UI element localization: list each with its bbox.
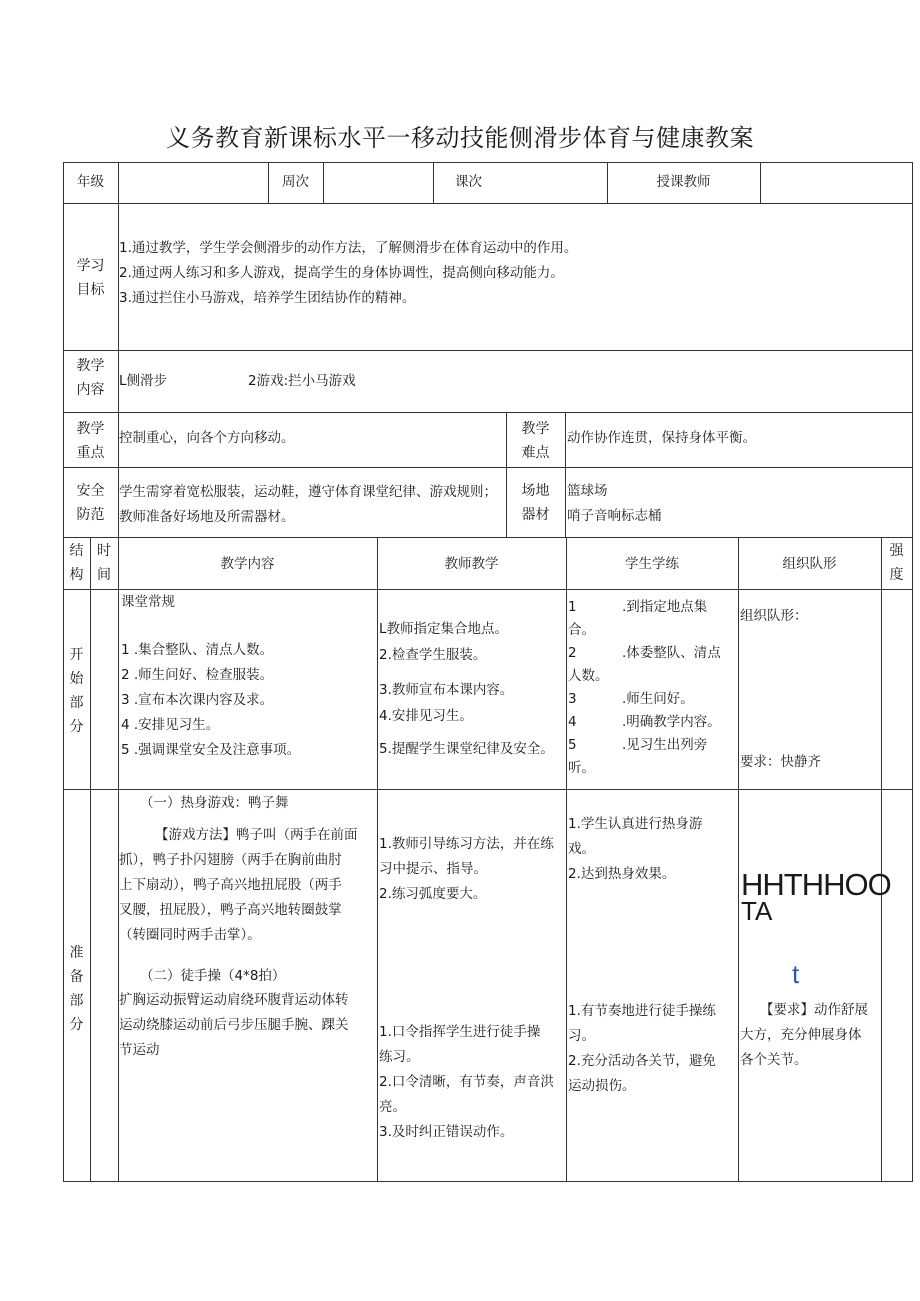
- difficulty-label-line: 教学: [521, 421, 550, 437]
- list-item: 1.有节奏地进行徒手操练: [568, 1003, 716, 1019]
- objective-item: 2.通过两人练习和多人游戏，提高学生的身体协调性，提高侧向移动能力。: [119, 265, 564, 281]
- warmup-description: [119, 823, 377, 948]
- venue-label: [506, 479, 565, 527]
- content-item-2: 2游戏:拦小马游戏: [248, 373, 356, 389]
- description-line: 【游戏方法】鸭子叫（两手在前面: [155, 827, 358, 843]
- lesson-value[interactable]: [516, 163, 607, 203]
- section-char: 备: [69, 969, 84, 985]
- section-char: 准: [69, 945, 84, 961]
- content-label-line: 教学: [76, 358, 105, 374]
- intensity-header-line: 度: [889, 567, 904, 583]
- section-char: 部: [69, 993, 84, 1009]
- list-item: 习中提示、指导。: [379, 861, 487, 877]
- grade-label: 年级: [77, 174, 104, 190]
- col-divider: [881, 537, 882, 1182]
- content-label: [63, 354, 118, 402]
- section-char: 分: [69, 1017, 84, 1033]
- teacher-position-marker: t: [792, 959, 800, 989]
- table-border-bottom: [63, 1181, 913, 1182]
- list-item: 2.充分活动各关节，避免: [568, 1053, 716, 1069]
- exercise-description: [119, 988, 377, 1063]
- content-header: 教学内容: [220, 556, 275, 572]
- list-item: 4.安排见习生。: [379, 708, 473, 724]
- prep-student-block-2: [568, 999, 736, 1099]
- prep-formation-requirement: [740, 998, 880, 1073]
- section-char: 开: [69, 647, 84, 663]
- row-divider: [63, 537, 913, 538]
- table-border-right: [912, 162, 913, 1182]
- list-item: 亮。: [379, 1099, 406, 1115]
- start-formation-requirement: 要求：快静齐: [740, 754, 821, 770]
- description-line: 抓），鸭子扑闪翅膀（两手在胸前曲肘: [119, 852, 342, 868]
- difficulty-text: 动作协作连贯，保持身体平衡。: [567, 430, 756, 446]
- list-item: 3.教师宣布本课内容。: [379, 682, 514, 698]
- row-divider: [63, 789, 913, 790]
- venue-label-line: 器材: [521, 507, 550, 523]
- list-item: 2.口令清晰，有节奏，声音洪: [379, 1074, 554, 1090]
- safety-label: [63, 479, 118, 527]
- student-header: 学生学练: [625, 556, 679, 572]
- list-item: 1.教师引导练习方法，并在练: [379, 836, 554, 852]
- key-label-line: 重点: [76, 445, 105, 461]
- content-item-1: L侧滑步: [119, 373, 168, 389]
- objectives-label-line: 目标: [76, 282, 105, 298]
- description-line: 扩胸运动振臂运动肩绕环腹背运动体转: [119, 992, 349, 1008]
- exercise-title: （二）徒手操（4*8拍）: [140, 968, 286, 984]
- key-label-line: 教学: [76, 421, 105, 437]
- objective-item: 1.通过教学，学生学会侧滑步的动作方法，了解侧滑步在体育运动中的作用。: [119, 240, 578, 256]
- safety-label-line: 安全: [76, 483, 105, 499]
- row-divider: [63, 350, 913, 351]
- start-student-list: [568, 596, 736, 780]
- difficulty-label-line: 难点: [521, 445, 550, 461]
- prep-section-label: [63, 941, 90, 1037]
- section-char: 部: [69, 695, 84, 711]
- page-title: 义务教育新课标水平一移动技能侧滑步体育与健康教案: [166, 124, 754, 152]
- list-item: 1.学生认真进行热身游: [568, 816, 703, 832]
- start-content-title: 课堂常规: [121, 594, 175, 610]
- requirement-line: 【要求】动作舒展: [760, 1002, 868, 1018]
- list-item: 3.及时纠正错误动作。: [379, 1124, 514, 1140]
- list-item: 5 .强调课堂安全及注意事项。: [121, 742, 301, 758]
- description-line: 上下扇动），鸭子高兴地扭屁股（两手: [119, 877, 342, 893]
- key-text: 控制重心，向各个方向移动。: [119, 430, 295, 446]
- objective-item: 3.通过拦住小马游戏，培养学生团结协作的精神。: [119, 290, 416, 306]
- list-item: 3 .宣布本次课内容及求。: [121, 692, 274, 708]
- list-item: 1 .集合整队、清点人数。: [121, 642, 274, 658]
- intensity-header: [881, 539, 912, 587]
- col-divider: [433, 162, 434, 204]
- objectives-label: [63, 254, 118, 302]
- formation-header: 组织队形: [782, 556, 837, 572]
- safety-text: 学生需穿着宽松服装，运动鞋，遵守体育课堂纪律、游戏规则；教师准备好场地及所需器材。: [119, 484, 497, 525]
- lesson-label: 课次: [455, 174, 482, 190]
- list-item: 1.口令指挥学生进行徒手操: [379, 1024, 541, 1040]
- formation-diagram-line-1: HHTHHOO: [741, 867, 891, 902]
- col-divider: [565, 412, 566, 538]
- key-label: [63, 417, 118, 465]
- list-item: 2 .体委整队、清点 人数。: [568, 645, 721, 684]
- section-char: 分: [69, 719, 84, 735]
- list-item: 练习。: [379, 1049, 420, 1065]
- structure-header-line: 结: [69, 543, 84, 559]
- prep-teacher-block-2: [379, 1020, 565, 1145]
- formation-diagram-line-2: TA: [741, 896, 773, 926]
- intensity-header-line: 强: [889, 543, 904, 559]
- description-line: 运动绕膝运动前后弓步压腿手腕、踝关: [119, 1017, 349, 1033]
- content-label-line: 内容: [76, 382, 105, 398]
- requirement-line: 各个关节。: [740, 1052, 808, 1068]
- start-content-list: [121, 638, 373, 763]
- structure-header-line: 构: [69, 567, 84, 583]
- col-divider: [566, 537, 567, 1182]
- row-divider: [63, 412, 913, 413]
- list-item: 1 .到指定地点集 合。: [568, 599, 708, 638]
- teacher-value[interactable]: [761, 163, 912, 203]
- venue-line: 篮球场: [567, 483, 608, 499]
- list-item: 戏。: [568, 841, 595, 857]
- list-item: 2 .师生问好、检查服装。: [121, 667, 274, 683]
- teacher-header: 教师教学: [444, 556, 499, 572]
- venue-line: 哨子音响标志桶: [567, 508, 662, 524]
- safety-label-line: 防范: [76, 507, 105, 523]
- start-teacher-list: [379, 617, 565, 762]
- time-header-line: 间: [97, 567, 111, 583]
- warmup-title: （一）热身游戏：鸭子舞: [140, 795, 289, 811]
- structure-header: [63, 539, 90, 587]
- col-divider: [90, 537, 91, 1182]
- start-formation-label: 组织队形：: [740, 608, 808, 624]
- list-item: 2.练习弧度要大。: [379, 886, 487, 902]
- list-item: 3 .师生问好。: [568, 691, 694, 707]
- list-item: L教师指定集合地点。: [379, 621, 509, 637]
- time-header-line: 时: [97, 543, 111, 559]
- list-item: 5.提醒学生课堂纪律及安全。: [379, 741, 554, 757]
- description-line: 叉腰，扭屁股），鸭子高兴地转圈鼓掌: [119, 902, 342, 918]
- venue-text: [567, 479, 907, 529]
- list-item: 2.达到热身效果。: [568, 866, 676, 882]
- teacher-label: 授课教师: [656, 174, 711, 190]
- prep-student-block-1: [568, 812, 736, 887]
- objectives-label-line: 学习: [76, 258, 105, 274]
- list-item: 4 .明确教学内容。: [568, 714, 721, 730]
- list-item: 运动损伤。: [568, 1078, 636, 1094]
- description-line: 节运动: [119, 1042, 160, 1058]
- col-divider: [377, 537, 378, 1182]
- list-item: 习。: [568, 1028, 595, 1044]
- start-section-label: [63, 643, 90, 739]
- week-value[interactable]: [324, 163, 433, 203]
- requirement-line: 大方，充分伸展身体: [740, 1027, 862, 1043]
- description-line: （转圈同时两手击掌）。: [119, 927, 261, 943]
- row-divider: [63, 203, 913, 204]
- list-item: 2.检查学生服装。: [379, 647, 487, 663]
- week-label: 周次: [282, 174, 309, 190]
- time-header: [90, 539, 118, 587]
- list-item: 4 .安排见习生。: [121, 717, 220, 733]
- col-divider: [738, 537, 739, 1182]
- difficulty-label: [506, 417, 565, 465]
- row-divider: [63, 467, 913, 468]
- list-item: 5 .见习生出列旁 听。: [568, 737, 708, 776]
- prep-teacher-block-1: [379, 832, 565, 907]
- venue-label-line: 场地: [521, 483, 550, 499]
- section-char: 始: [69, 671, 84, 687]
- grade-value[interactable]: [119, 163, 268, 203]
- objectives-list: [119, 236, 909, 311]
